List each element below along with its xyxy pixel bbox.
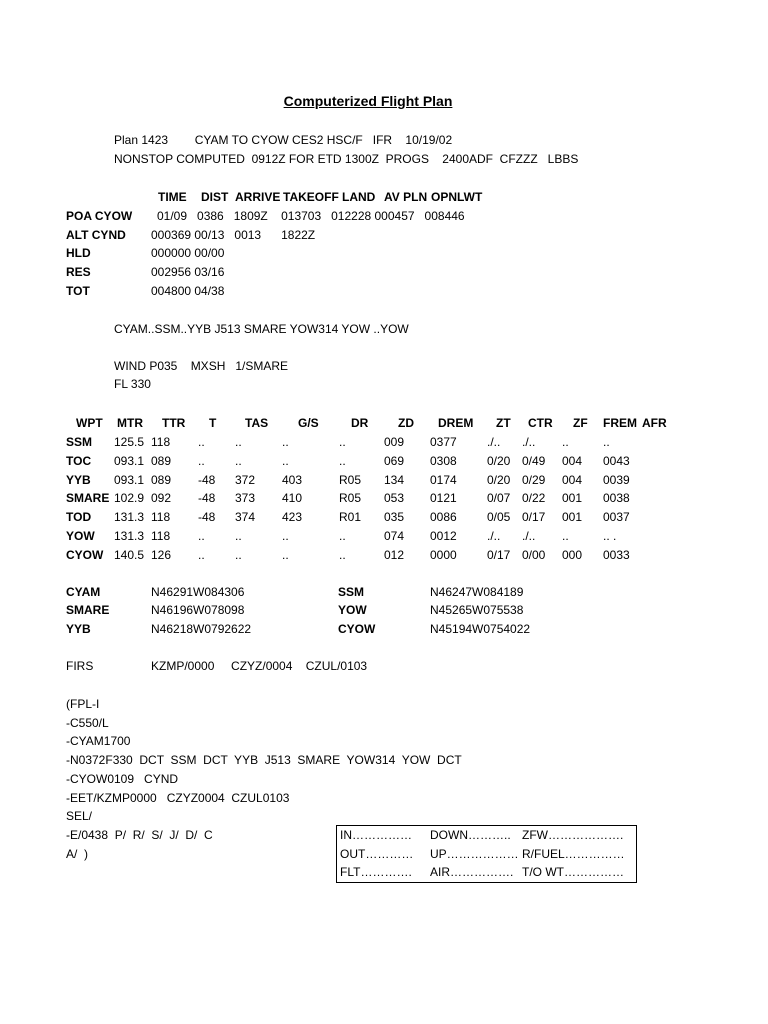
coord-value: N46247W084189 [430, 585, 524, 599]
coord-name: YYB [66, 622, 91, 636]
summary-row [0, 228, 768, 243]
fpl-line: -EET/KZMP0000 CZYZ0004 CZUL0103 [66, 791, 290, 805]
coordinate-row [0, 603, 768, 618]
waypoint-cell: 093.1 [114, 473, 145, 487]
summary-row-values: 01/09 0386 1809Z 013703 012228 000457 008446 [157, 209, 465, 223]
waypoint-cell: 0/07 [487, 491, 511, 505]
summary-row-label: RES [66, 265, 91, 279]
wpt-col-zt: ZT [496, 416, 511, 430]
block-time-field: IN…………… [340, 828, 412, 842]
waypoint-cell: 004 [562, 454, 583, 468]
summary-col-arrive: ARRIVE [235, 190, 281, 204]
waypoint-cell: 012 [384, 548, 405, 562]
wpt-col-wpt: WPT [76, 416, 103, 430]
waypoint-cell: 0037 [603, 510, 630, 524]
waypoint-name: CYOW [66, 548, 104, 562]
block-times-row [337, 845, 636, 863]
waypoint-cell: -48 [198, 510, 216, 524]
waypoint-cell: 0/05 [487, 510, 511, 524]
waypoint-cell: 0043 [603, 454, 630, 468]
wpt-col-ctr: CTR [528, 416, 553, 430]
block-time-field: ZFW………………. [522, 828, 624, 842]
waypoint-cell: 0/22 [522, 491, 546, 505]
fpl-line: -E/0438 P/ R/ S/ J/ D/ C [66, 828, 213, 842]
waypoint-cell: 102.9 [114, 491, 145, 505]
waypoint-cell: .. [562, 529, 569, 543]
plan-header-line: Plan 1423 CYAM TO CYOW CES2 HSC/F IFR 10/19/02 [114, 133, 453, 147]
waypoint-cell: .. [282, 529, 289, 543]
waypoint-cell: 089 [151, 473, 172, 487]
wpt-col-drem: DREM [438, 416, 474, 430]
waypoint-cell: 410 [282, 491, 303, 505]
route-line: CYAM..SSM..YYB J513 SMARE YOW314 YOW ..YOW [114, 322, 409, 336]
summary-row-values: 000369 00/13 0013 1822Z [151, 228, 316, 242]
waypoint-cell: 089 [151, 454, 172, 468]
waypoint-cell: 118 [151, 510, 171, 524]
waypoint-cell: R05 [339, 491, 362, 505]
summary-row-values: 000000 00/00 [151, 246, 225, 260]
coord-name: YOW [338, 603, 367, 617]
waypoint-name: TOD [66, 510, 92, 524]
waypoint-cell: 0086 [430, 510, 457, 524]
flight-level-line: FL 330 [114, 377, 151, 391]
block-time-field: R/FUEL…………… [522, 847, 625, 861]
waypoint-cell: .. [235, 435, 242, 449]
coord-value: N46218W0792622 [151, 622, 252, 636]
summary-row-values: 002956 03/16 [151, 265, 225, 279]
summary-col-dist: DIST [201, 190, 229, 204]
waypoint-cell: 372 [235, 473, 256, 487]
wpt-col-gs: G/S [298, 416, 319, 430]
waypoint-row [0, 435, 768, 450]
waypoint-cell: R01 [339, 510, 362, 524]
waypoint-cell: 134 [384, 473, 405, 487]
summary-row [0, 246, 768, 261]
waypoint-cell: 0308 [430, 454, 457, 468]
coord-value: N46291W084306 [151, 585, 245, 599]
summary-header [0, 190, 768, 205]
firs-label: FIRS [66, 659, 94, 673]
waypoint-cell: 374 [235, 510, 256, 524]
block-time-field: UP……………… [430, 847, 519, 861]
waypoint-cell: 0039 [603, 473, 630, 487]
waypoint-cell: .. [282, 435, 289, 449]
wpt-col-zf: ZF [573, 416, 588, 430]
block-time-field: AIR……………. [430, 865, 514, 879]
waypoint-name: SSM [66, 435, 93, 449]
waypoint-cell: .. [339, 454, 346, 468]
coordinate-row [0, 622, 768, 637]
block-time-field: OUT………… [340, 847, 414, 861]
waypoint-cell: 0377 [430, 435, 457, 449]
waypoint-cell: .. [198, 548, 205, 562]
waypoint-cell: 403 [282, 473, 303, 487]
waypoint-cell: 092 [151, 491, 172, 505]
firs-value: KZMP/0000 CZYZ/0004 CZUL/0103 [151, 659, 368, 673]
waypoint-cell: 0000 [430, 548, 457, 562]
waypoint-name: SMARE [66, 491, 110, 505]
waypoint-cell: ./.. [522, 529, 536, 543]
waypoint-cell: 093.1 [114, 454, 145, 468]
waypoint-cell: 0012 [430, 529, 457, 543]
waypoint-cell: .. [235, 529, 242, 543]
waypoint-cell: 140.5 [114, 548, 145, 562]
wpt-col-dr: DR [351, 416, 369, 430]
waypoint-cell: 001 [562, 510, 583, 524]
waypoint-cell: 131.3 [114, 529, 145, 543]
waypoint-cell: .. [282, 548, 289, 562]
waypoint-cell: .. [235, 548, 242, 562]
fpl-line: SEL/ [66, 809, 93, 823]
waypoint-cell: 0/17 [522, 510, 546, 524]
wpt-col-zd: ZD [398, 416, 414, 430]
waypoint-cell: R05 [339, 473, 362, 487]
summary-row [0, 265, 768, 280]
waypoint-cell: 0/29 [522, 473, 546, 487]
waypoint-cell: .. [198, 529, 205, 543]
block-times-box [336, 825, 637, 883]
coord-name: SSM [338, 585, 365, 599]
waypoint-cell: ./.. [487, 435, 501, 449]
page-title: Computerized Flight Plan [283, 93, 453, 109]
summary-row [0, 284, 768, 299]
waypoint-cell: 373 [235, 491, 256, 505]
coord-name: SMARE [66, 603, 110, 617]
waypoint-cell: .. [235, 454, 242, 468]
coord-name: CYAM [66, 585, 101, 599]
waypoint-cell: 035 [384, 510, 405, 524]
waypoint-cell: .. [282, 454, 289, 468]
waypoint-cell: 0/20 [487, 454, 511, 468]
waypoint-cell: 0/17 [487, 548, 511, 562]
wpt-col-afr: AFR [642, 416, 667, 430]
waypoint-cell: ./.. [522, 435, 536, 449]
summary-col-land: LAND [342, 190, 376, 204]
waypoint-name: TOC [66, 454, 92, 468]
waypoint-row [0, 454, 768, 469]
fpl-line: A/ ) [66, 847, 89, 861]
waypoint-cell: 0/49 [522, 454, 546, 468]
waypoint-cell: 118 [151, 435, 171, 449]
waypoint-cell: .. [603, 435, 610, 449]
coord-value: N45194W0754022 [430, 622, 531, 636]
summary-col-av-pln: AV PLN [384, 190, 428, 204]
fpl-line: -N0372F330 DCT SSM DCT YYB J513 SMARE YOW314 YOW DCT [66, 753, 462, 767]
waypoint-cell: 0038 [603, 491, 630, 505]
waypoint-cell: 0174 [430, 473, 457, 487]
waypoint-row [0, 510, 768, 525]
waypoint-cell: .. [198, 435, 205, 449]
fpl-line: -CYAM1700 [66, 734, 131, 748]
wpt-col-tas: TAS [245, 416, 269, 430]
waypoint-cell: 000 [562, 548, 583, 562]
waypoint-cell: 0033 [603, 548, 630, 562]
computed-header-line: NONSTOP COMPUTED 0912Z FOR ETD 1300Z PROGS 2400ADF CFZZZ LBBS [114, 152, 579, 166]
waypoint-cell: 131.3 [114, 510, 145, 524]
waypoint-row [0, 548, 768, 563]
waypoint-name: YYB [66, 473, 91, 487]
wpt-col-t: T [209, 416, 217, 430]
waypoint-cell: 009 [384, 435, 405, 449]
wpt-col-mtr: MTR [117, 416, 143, 430]
summary-row-label: ALT CYND [66, 228, 126, 242]
waypoint-row [0, 491, 768, 506]
waypoint-table-header [0, 416, 768, 431]
waypoint-name: YOW [66, 529, 95, 543]
waypoint-cell: 069 [384, 454, 405, 468]
waypoint-cell: -48 [198, 491, 216, 505]
fpl-line: -CYOW0109 CYND [66, 772, 179, 786]
waypoint-cell: ./.. [487, 529, 501, 543]
waypoint-cell: 074 [384, 529, 405, 543]
summary-col-time: TIME [158, 190, 187, 204]
block-times-row [337, 826, 636, 844]
waypoint-cell: 0121 [430, 491, 457, 505]
summary-row-label: TOT [66, 284, 90, 298]
waypoint-cell: .. . [603, 529, 617, 543]
summary-col-opnlwt: OPNLWT [431, 190, 483, 204]
summary-row [0, 209, 768, 224]
waypoint-cell: 053 [384, 491, 405, 505]
summary-row-label: HLD [66, 246, 91, 260]
block-time-field: T/O WT…………… [522, 865, 624, 879]
fpl-line: -C550/L [66, 716, 109, 730]
fpl-line: (FPL-I [66, 697, 100, 711]
summary-row-label: POA CYOW [66, 209, 133, 223]
waypoint-cell: 0/20 [487, 473, 511, 487]
waypoint-cell: 0/00 [522, 548, 546, 562]
waypoint-cell: .. [339, 548, 346, 562]
waypoint-cell: .. [339, 435, 346, 449]
waypoint-cell: 423 [282, 510, 303, 524]
waypoint-cell: .. [562, 435, 569, 449]
coordinate-row [0, 585, 768, 600]
coord-name: CYOW [338, 622, 376, 636]
coord-value: N46196W078098 [151, 603, 245, 617]
block-time-field: FLT…………. [340, 865, 412, 879]
wpt-col-ttr: TTR [162, 416, 186, 430]
wind-line: WIND P035 MXSH 1/SMARE [114, 359, 289, 373]
waypoint-cell: -48 [198, 473, 216, 487]
waypoint-cell: 126 [151, 548, 172, 562]
waypoint-cell: 001 [562, 491, 583, 505]
waypoint-cell: 125.5 [114, 435, 145, 449]
coord-value: N45265W075538 [430, 603, 524, 617]
wpt-col-frem: FREM [603, 416, 637, 430]
block-times-row [337, 863, 636, 881]
waypoint-row [0, 529, 768, 544]
waypoint-cell: 118 [151, 529, 171, 543]
block-time-field: DOWN……….. [430, 828, 511, 842]
waypoint-cell: .. [339, 529, 346, 543]
waypoint-cell: 004 [562, 473, 583, 487]
summary-row-values: 004800 04/38 [151, 284, 225, 298]
summary-col-takeoff: TAKEOFF [283, 190, 339, 204]
waypoint-row [0, 473, 768, 488]
waypoint-cell: .. [198, 454, 205, 468]
